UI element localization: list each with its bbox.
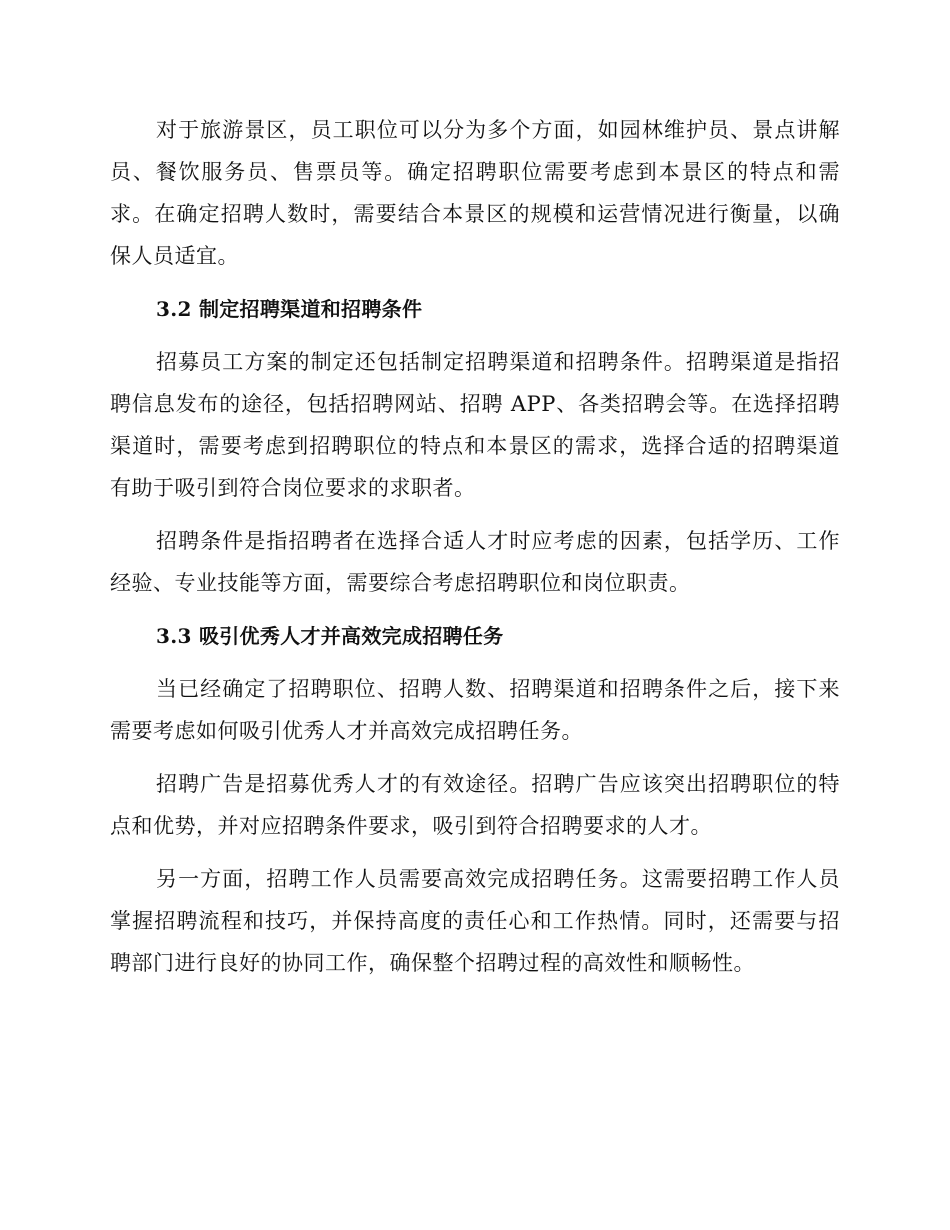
- paragraph-recruitment-staff: 另一方面，招聘工作人员需要高效完成招聘任务。这需要招聘工作人员掌握招聘流程和技巧，并保持高度的责任心和工作热情。同时，还需要与招聘部门进行良好的协同工作，确保整个招聘过程的高效性和顺畅性。: [110, 867, 840, 975]
- paragraph-attract-talent: 当已经确定了招聘职位、招聘人数、招聘渠道和招聘条件之后，接下来需要考虑如何吸引优秀人才并高效完成招聘任务。: [110, 677, 840, 743]
- paragraph-staff-positions: 对于旅游景区，员工职位可以分为多个方面，如园林维护员、景点讲解员、餐饮服务员、售票员等。确定招聘职位需要考虑到本景区的特点和需求。在确定招聘人数时，需要结合本景区的规模和运营情况进行衡量，以确保人员适宜。: [110, 118, 840, 268]
- section-heading-3-2: 3.2 制定招聘渠道和招聘条件: [156, 297, 423, 321]
- section-heading-3-3: 3.3 吸引优秀人才并高效完成招聘任务: [156, 624, 504, 648]
- paragraph-recruitment-conditions: 招聘条件是指招聘者在选择合适人才时应考虑的因素，包括学历、工作经验、专业技能等方面，需要综合考虑招聘职位和岗位职责。: [110, 529, 840, 595]
- paragraph-recruitment-channels: 招募员工方案的制定还包括制定招聘渠道和招聘条件。招聘渠道是指招聘信息发布的途径，包括招聘网站、招聘 APP、各类招聘会等。在选择招聘渠道时，需要考虑到招聘职位的特点和本景区的需求，选择合适的招聘渠道有助于吸引到符合岗位要求的求职者。: [110, 350, 840, 500]
- paragraph-recruitment-ads: 招聘广告是招募优秀人才的有效途径。招聘广告应该突出招聘职位的特点和优势，并对应招聘条件要求，吸引到符合招聘要求的人才。: [110, 772, 840, 838]
